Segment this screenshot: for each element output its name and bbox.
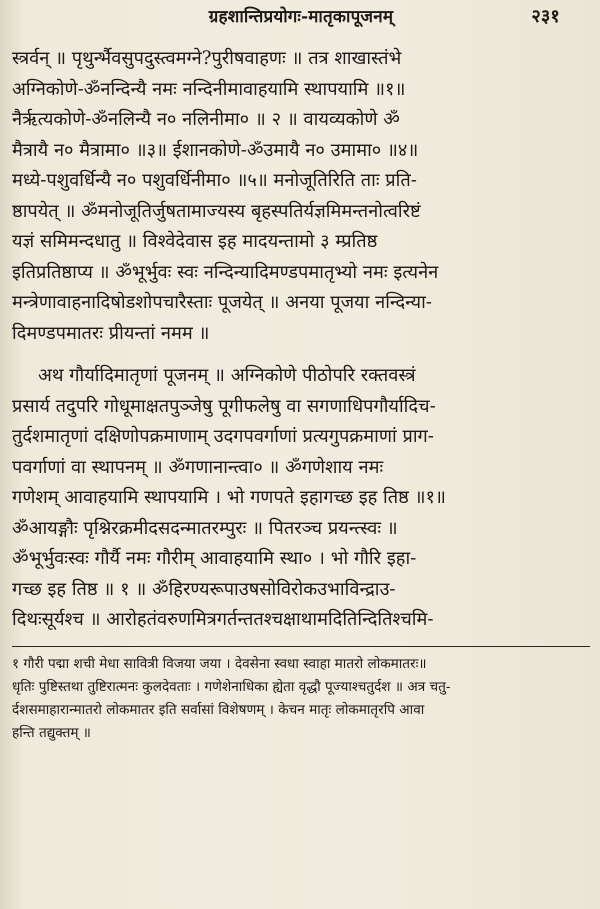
footnote-line: र्दशसमाहारान्मातरो लोकमातर इति सर्वासां विशेषणम् । केचन मातृः लोकमातृरपि आवा	[12, 701, 425, 718]
text-line: नैर्ऋत्यकोणे-ॐनलिन्यै न० नलिनीमा० ॥ २ ॥ वायव्यकोणे ॐ	[12, 109, 400, 130]
text-line: दिमण्डपमातरः प्रीयन्तां नमम ॥	[12, 322, 210, 344]
paragraph-mandapa-matrika	[12, 44, 590, 349]
footnote-line: धृतिः पुष्टिस्तथा तुष्टिरात्मनः कुलदेवताः । गणेशेनाधिका ह्येता वृद्धौ पूज्याश्चतुर्दश ॥ अत्र चतु-	[12, 678, 451, 695]
page-header	[12, 0, 590, 30]
text-line: गणेशम् आवाहयामि स्थापयामि । भो गणपते इहागच्छ इह तिष्ठ ॥१॥	[12, 487, 446, 508]
text-line: स्त्रर्वन् ॥ पृथुर्न्भैवसुपदुस्त्वमग्ने?पुरीषवाहणः ॥ तत्र शाखास्तंभे	[12, 48, 402, 69]
text-line: दिथःसूर्यश्च ॥ आरोहतंवरुणमित्रगर्तन्ततश्चक्षाथामदितिन्दितिश्चमि-	[12, 609, 434, 630]
page-number: २३१	[531, 6, 560, 27]
text-line: ॐभूर्भुवःस्वः गौर्यै नमः गौरीम् आवाहयामि स्था० । भो गौरि इहा-	[12, 548, 417, 569]
footnote-divider	[12, 646, 590, 647]
text-line: इतिप्रतिष्ठाप्य ॥ ॐभूर्भुवः स्वः नन्दिन्यादिमण्डपमातृभ्यो नमः इत्यनेन	[12, 261, 439, 283]
footnote-line: हन्ति तद्युक्तम् ॥	[12, 724, 91, 741]
text-line: ॐआयङ्गौः पृश्निरक्रमीदसदन्मातरम्पुरः ॥ पितरञ्च प्रयन्त्स्वः ॥	[12, 517, 398, 539]
footnotes	[12, 653, 590, 745]
text-line: तुर्दशमातृणां दक्षिणोपक्रमाणाम् उदगपवर्गाणां प्रत्यगुपक्रमाणां प्राग-	[12, 426, 434, 447]
text-line: मन्त्रेणावाहनादिषोडशोपचारैस्ताः पूजयेत् ॥ अनया पूजया नन्दिन्या-	[12, 292, 432, 313]
text-line: गच्छ इह तिष्ठ ॥ १ ॥ ॐहिरण्यरूपाउषसोविरोकउभाविन्द्राउ-	[12, 578, 396, 600]
footnote-line: १ गौरी पद्मा शची मेधा सावित्री विजया जया । देवसेना स्वधा स्वाहा मातरो लोकमातरः॥	[12, 655, 427, 672]
text-line: अग्निकोणे-ॐनन्दिन्यै नमः नन्दिनीमावाहयामि स्थापयामि ॥१॥	[12, 78, 406, 100]
text-line: प्रसार्य तदुपरि गोधूमाक्षतपुञ्जेषु पूगीफलेषु वा सगणाधिपगौर्यादिच-	[12, 395, 436, 417]
main-text	[12, 44, 590, 636]
paragraph-gauryadi-matrika	[12, 361, 590, 636]
text-line: मैत्रायै न० मैत्रामा० ॥३॥ ईशानकोणे-ॐउमायै न० उमामा० ॥४॥	[12, 139, 419, 161]
text-line: मध्ये-पशुवर्धिन्यै न० पशुवर्धिनीमा० ॥५॥ मनोजूतिरिति ताः प्रति-	[12, 170, 417, 191]
text-line: यज्ञं समिमन्दधातु ॥ विश्वेदेवास इह मादयन्तामो ३ म्प्रतिष्ठ	[12, 231, 378, 252]
text-line: अथ गौर्यादिमातृणां पूजनम् ॥ अग्निकोणे पीठोपरि रक्तवस्त्रं	[38, 365, 416, 386]
running-title: ग्रहशान्तिप्रयोगः-मातृकापूजनम्	[208, 6, 394, 27]
text-line: ष्ठापयेत् ॥ ॐमनोजूतिर्जुषतामाज्यस्य बृहस्पतिर्यज्ञमिमन्तनोत्वरिष्टं	[12, 200, 421, 222]
text-line: पवर्गाणां वा स्थापनम् ॥ ॐगणानान्त्वा० ॥ ॐगणेशाय नमः	[12, 456, 384, 478]
